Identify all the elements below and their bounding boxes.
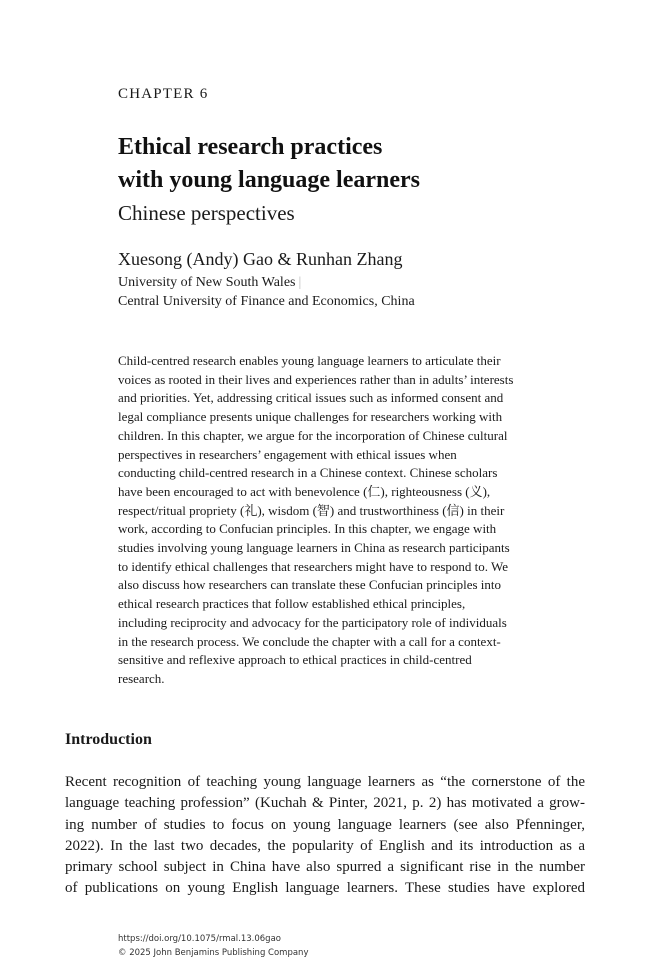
abstract-line: conducting child-centred research in a Chinese context. Chinese scholars bbox=[118, 465, 498, 481]
abstract-line: research. bbox=[118, 670, 165, 686]
copyright-notice: © 2025 John Benjamins Publishing Company bbox=[118, 948, 309, 958]
abstract-line: including reciprocity and advocacy for the participatory role of individuals bbox=[118, 614, 507, 630]
abstract-line: ethical research practices that follow established ethical principles, bbox=[118, 596, 466, 612]
abstract-line: studies involving young language learners in China as research participants bbox=[118, 540, 510, 556]
affiliation-2: Central University of Finance and Economics, China bbox=[118, 294, 415, 309]
body-line: 2022). In the last two decades, the popularity of English and its introduction as a bbox=[65, 837, 585, 854]
chapter-title-line-2: with young language learners bbox=[118, 167, 421, 193]
chapter-title-line-1: Ethical research practices bbox=[118, 134, 383, 160]
chapter-title bbox=[118, 131, 420, 197]
abstract-line: also discuss how researchers can translate these Confucian principles into bbox=[118, 577, 502, 593]
chapter-subtitle: Chinese perspectives bbox=[118, 201, 295, 225]
abstract-line: perspectives in researchers’ engagement with ethical issues when bbox=[118, 446, 457, 462]
affiliation-separator: | bbox=[298, 275, 302, 290]
body-line: primary school subject in China have also spurred a significant rise in the number bbox=[65, 859, 585, 876]
introduction-body bbox=[65, 772, 585, 900]
abstract-line: children. In this chapter, we argue for the incorporation of Chinese cultural bbox=[118, 427, 508, 443]
abstract-line: voices as rooted in their lives and experiences rather than in adults’ interests bbox=[118, 371, 514, 387]
chapter-label: CHAPTER 6 bbox=[118, 86, 209, 102]
abstract-line: Child-centred research enables young language learners to articulate their bbox=[118, 353, 501, 368]
abstract-line: work, according to Confucian principles. In this chapter, we engage with bbox=[118, 521, 497, 537]
doi-link[interactable]: https://doi.org/10.1075/rmal.13.06gao bbox=[118, 934, 281, 944]
introduction-heading: Introduction bbox=[65, 731, 152, 748]
abstract-line: in the research process. We conclude the chapter with a call for a context- bbox=[118, 633, 501, 649]
body-line: language teaching profession” (Kuchah & Pinter, 2021, p. 2) has motivated a grow- bbox=[65, 795, 585, 812]
abstract-line: have been encouraged to act with benevolence (仁), righteousness (义), bbox=[118, 483, 491, 499]
body-line: of publications on young English language learners. These studies have explored bbox=[65, 880, 585, 897]
abstract-line: respect/ritual propriety (礼), wisdom (智) and trustworthiness (信) in their bbox=[118, 502, 505, 518]
affiliation-1: University of New South Wales bbox=[118, 275, 296, 290]
abstract-line: sensitive and reflexive approach to ethical practices in child-centred bbox=[118, 652, 472, 668]
abstract-line: and priorities. Yet, addressing critical issues such as informed consent and bbox=[118, 390, 504, 406]
abstract-line: to identify ethical challenges that researchers might have to respond to. We bbox=[118, 558, 509, 574]
authors: Xuesong (Andy) Gao & Runhan Zhang bbox=[118, 249, 403, 269]
abstract bbox=[118, 352, 568, 689]
affiliation-1-row bbox=[118, 273, 301, 293]
body-line: ing number of studies to focus on young language learners (see also Pfenninger, bbox=[65, 816, 585, 833]
body-line: Recent recognition of teaching young language learners as “the cornerstone of the bbox=[65, 774, 585, 790]
abstract-line: legal compliance presents unique challenges for researchers working with bbox=[118, 409, 503, 425]
